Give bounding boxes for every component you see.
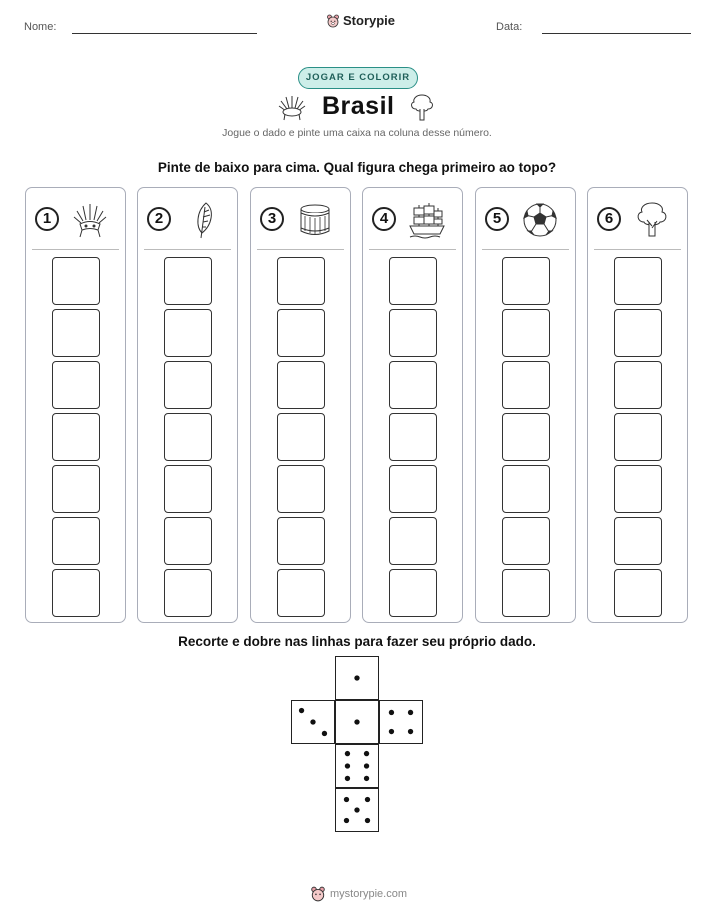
color-box[interactable]	[389, 361, 437, 409]
die-pip	[344, 818, 349, 823]
name-line[interactable]	[72, 33, 257, 34]
color-box[interactable]	[502, 257, 550, 305]
die-pip	[345, 763, 350, 768]
color-box[interactable]	[277, 257, 325, 305]
die-face	[335, 788, 379, 832]
color-box[interactable]	[614, 517, 662, 565]
color-box[interactable]	[277, 413, 325, 461]
color-box[interactable]	[52, 569, 100, 617]
die-pip	[322, 731, 327, 736]
color-box[interactable]	[502, 517, 550, 565]
die-pips	[336, 745, 378, 787]
die-face	[335, 656, 379, 700]
die-pip	[365, 818, 370, 823]
die-pip	[299, 708, 304, 713]
column-number: 5	[485, 207, 509, 231]
die-pip	[408, 729, 413, 734]
date-line[interactable]	[542, 33, 691, 34]
column-number: 6	[597, 207, 621, 231]
color-box[interactable]	[614, 465, 662, 513]
die-pips	[336, 789, 378, 831]
column-number: 2	[147, 207, 171, 231]
color-box[interactable]	[502, 413, 550, 461]
die-pip	[408, 710, 413, 715]
brand-name: Storypie	[343, 13, 396, 28]
die-pip	[389, 729, 394, 734]
column-2	[137, 187, 238, 623]
die-pip	[364, 751, 369, 756]
column-6	[587, 187, 688, 623]
color-box[interactable]	[502, 361, 550, 409]
color-box[interactable]	[277, 517, 325, 565]
column-number: 1	[35, 207, 59, 231]
color-box[interactable]	[614, 413, 662, 461]
color-box[interactable]	[277, 361, 325, 409]
color-box[interactable]	[52, 465, 100, 513]
color-box[interactable]	[502, 309, 550, 357]
color-box[interactable]	[164, 309, 212, 357]
bear-icon	[310, 886, 326, 902]
die-pip	[345, 776, 350, 781]
color-box[interactable]	[389, 465, 437, 513]
color-box[interactable]	[389, 257, 437, 305]
color-box[interactable]	[164, 257, 212, 305]
color-box[interactable]	[52, 413, 100, 461]
die-pip	[354, 807, 359, 812]
feather-icon	[182, 200, 222, 240]
color-box[interactable]	[164, 569, 212, 617]
activity-badge: JOGAR E COLORIR	[298, 67, 418, 89]
die-face	[335, 700, 379, 744]
die-pip	[310, 719, 315, 724]
dice-instruction: Recorte e dobre nas linhas para fazer seu próprio dado.	[178, 634, 536, 649]
drum-icon	[295, 200, 335, 240]
die-pip	[389, 710, 394, 715]
color-box[interactable]	[389, 309, 437, 357]
color-box[interactable]	[502, 465, 550, 513]
die-face	[291, 700, 335, 744]
bear-icon	[326, 14, 340, 28]
die-pips	[292, 701, 334, 743]
die-pip	[364, 776, 369, 781]
die-pip	[364, 763, 369, 768]
color-box[interactable]	[614, 309, 662, 357]
color-box[interactable]	[164, 361, 212, 409]
die-pip	[365, 797, 370, 802]
column-4	[362, 187, 463, 623]
page-title: Brasil	[322, 92, 395, 120]
die-face	[335, 744, 379, 788]
date-label: Data:	[496, 21, 523, 33]
color-box[interactable]	[502, 569, 550, 617]
color-box[interactable]	[52, 361, 100, 409]
color-box[interactable]	[389, 413, 437, 461]
column-3	[250, 187, 351, 623]
soccer-ball-icon	[520, 200, 560, 240]
tree-icon	[632, 200, 672, 240]
die-pip	[344, 797, 349, 802]
color-box[interactable]	[164, 517, 212, 565]
color-box[interactable]	[52, 257, 100, 305]
color-box[interactable]	[614, 361, 662, 409]
color-box[interactable]	[277, 309, 325, 357]
column-5	[475, 187, 576, 623]
die-pip	[345, 751, 350, 756]
die-face	[379, 700, 423, 744]
instruction-heading: Pinte de baixo para cima. Qual figura chega primeiro ao topo?	[157, 160, 557, 175]
tree-icon	[408, 92, 436, 122]
column-1	[25, 187, 126, 623]
color-box[interactable]	[389, 517, 437, 565]
brand-logo	[326, 13, 395, 28]
color-box[interactable]	[52, 517, 100, 565]
feather-headdress-icon	[70, 200, 110, 240]
color-box[interactable]	[389, 569, 437, 617]
column-number: 3	[260, 207, 284, 231]
ship-icon	[407, 200, 447, 240]
die-pip	[354, 719, 359, 724]
headdress-icon	[276, 92, 308, 122]
die-pips	[336, 657, 378, 699]
color-box[interactable]	[52, 309, 100, 357]
subtitle: Jogue o dado e pinte uma caixa na coluna desse número.	[222, 127, 492, 139]
color-box[interactable]	[164, 413, 212, 461]
footer	[310, 886, 407, 902]
color-box[interactable]	[277, 465, 325, 513]
die-pips	[336, 701, 378, 743]
name-label: Nome:	[24, 21, 57, 33]
die-pips	[380, 701, 422, 743]
column-number: 4	[372, 207, 396, 231]
color-box[interactable]	[614, 569, 662, 617]
die-pip	[354, 675, 359, 680]
footer-url: mystorypie.com	[330, 888, 408, 900]
color-box[interactable]	[614, 257, 662, 305]
color-box[interactable]	[164, 465, 212, 513]
color-box[interactable]	[277, 569, 325, 617]
